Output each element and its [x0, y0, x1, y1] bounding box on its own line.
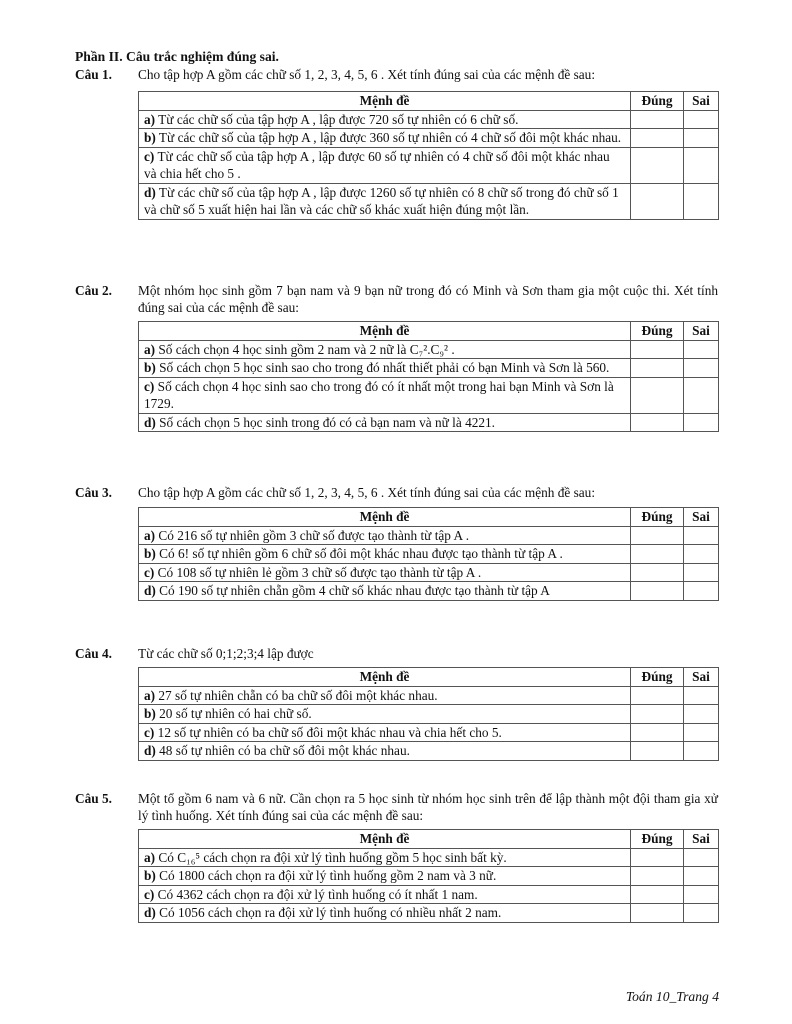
- statement-label: d): [144, 414, 156, 430]
- statement-text: Số cách chọn 4 học sinh sao cho trong đó có ít nhất một trong hai bạn Minh và Sơn là 1729.: [144, 378, 614, 411]
- statement-row: [139, 723, 719, 742]
- statement-row: [139, 582, 719, 601]
- true-cell[interactable]: [631, 848, 684, 867]
- statement-label: a): [144, 341, 156, 357]
- false-cell[interactable]: [684, 340, 719, 359]
- false-cell[interactable]: [684, 686, 719, 705]
- false-cell[interactable]: [684, 867, 719, 886]
- statement-label: d): [144, 905, 156, 920]
- page-footer: Toán 10_Trang 4: [625, 989, 719, 1004]
- question-1-head: [75, 66, 725, 83]
- statement-text: Có 4362 cách chọn ra đội xử lý tình huống có ít nhất 1 nam.: [157, 886, 478, 902]
- statement-row: [139, 377, 719, 413]
- true-cell[interactable]: [631, 742, 684, 761]
- true-cell[interactable]: [631, 377, 684, 413]
- statement-label: a): [144, 527, 156, 543]
- question-text: Cho tập hợp A gồm các chữ số 1, 2, 3, 4, 5, 6 . Xét tính đúng sai của các mệnh đề sau:: [138, 485, 596, 500]
- false-cell[interactable]: [684, 904, 719, 923]
- col-true: Đúng: [631, 830, 684, 849]
- true-cell[interactable]: [631, 129, 684, 148]
- statement-text: Từ các chữ số của tập hợp A , lập được 1260 số tự nhiên có 8 chữ số trong đó chữ số 1 và chữ số 5 xuất hiện hai lần và các chữ số khác xuất hiện đúng một lần.: [144, 184, 619, 217]
- question-text: Một nhóm học sinh gồm 7 bạn nam và 9 bạn nữ trong đó có Minh và Sơn tham gia một cuộc thi. Xét tính đúng sai của các mệnh đề sau:: [138, 283, 718, 316]
- statement-row: [139, 110, 719, 129]
- true-cell[interactable]: [631, 526, 684, 545]
- false-cell[interactable]: [684, 723, 719, 742]
- statement-label: b): [144, 360, 156, 375]
- statement-label: d): [144, 583, 156, 598]
- false-cell[interactable]: [684, 742, 719, 761]
- statement-text: Có 216 số tự nhiên gồm 3 chữ số được tạo thành từ tập A .: [158, 527, 470, 543]
- col-false: Sai: [684, 508, 719, 527]
- statement-row: [139, 742, 719, 761]
- true-cell[interactable]: [631, 147, 684, 183]
- true-cell[interactable]: [631, 705, 684, 724]
- statement-table-4: [138, 667, 719, 761]
- true-cell[interactable]: [631, 545, 684, 564]
- statement-label: c): [144, 378, 155, 394]
- statement-row: [139, 904, 719, 923]
- false-cell[interactable]: [684, 526, 719, 545]
- statement-table-3: [138, 507, 719, 601]
- false-cell[interactable]: [684, 359, 719, 378]
- false-cell[interactable]: [684, 377, 719, 413]
- col-false: Sai: [684, 92, 719, 111]
- statement-row: [139, 526, 719, 545]
- col-false: Sai: [684, 668, 719, 687]
- statement-text: 27 số tự nhiên chẵn có ba chữ số đôi một khác nhau.: [158, 687, 438, 703]
- false-cell[interactable]: [684, 129, 719, 148]
- true-cell[interactable]: [631, 885, 684, 904]
- statement-label: b): [144, 706, 156, 721]
- false-cell[interactable]: [684, 848, 719, 867]
- statement-label: c): [144, 148, 155, 164]
- question-text: Cho tập hợp A gồm các chữ số 1, 2, 3, 4, 5, 6 . Xét tính đúng sai của các mệnh đề sau:: [138, 67, 596, 82]
- statement-text: Có C₁₆⁵ cách chọn ra đội xử lý tình huống gồm 5 học sinh bất kỳ.: [158, 849, 507, 865]
- statement-row: [139, 563, 719, 582]
- statement-label: b): [144, 868, 156, 883]
- question-text: Từ các chữ số 0;1;2;3;4 lập được: [138, 646, 314, 661]
- question-2-head: [75, 282, 725, 317]
- question-label: Câu 3.: [75, 485, 112, 500]
- false-cell[interactable]: [684, 545, 719, 564]
- true-cell[interactable]: [631, 904, 684, 923]
- statement-text: Có 1056 cách chọn ra đội xử lý tình huống có nhiều nhất 2 nam.: [159, 905, 502, 920]
- statement-text: Số cách chọn 5 học sinh sao cho trong đó nhất thiết phải có bạn Minh và Sơn là 560.: [159, 360, 610, 375]
- statement-row: [139, 147, 719, 183]
- col-statement: Mệnh đề: [139, 668, 631, 687]
- col-statement: Mệnh đề: [139, 92, 631, 111]
- statement-text: Số cách chọn 5 học sinh trong đó có cả bạn nam và nữ là 4221.: [159, 414, 496, 430]
- true-cell[interactable]: [631, 413, 684, 432]
- statement-text: 12 số tự nhiên có ba chữ số đôi một khác nhau và chia hết cho 5.: [157, 724, 502, 740]
- question-label: Câu 2.: [75, 283, 112, 298]
- statement-label: b): [144, 546, 156, 561]
- col-true: Đúng: [631, 668, 684, 687]
- col-statement: Mệnh đề: [139, 830, 631, 849]
- false-cell[interactable]: [684, 582, 719, 601]
- false-cell[interactable]: [684, 413, 719, 432]
- statement-text: Có 190 số tự nhiên chẵn gồm 4 chữ số khác nhau được tạo thành từ tập A: [159, 583, 550, 598]
- statement-row: [139, 359, 719, 378]
- col-true: Đúng: [631, 322, 684, 341]
- statement-text: Từ các chữ số của tập hợp A , lập được 720 số tự nhiên có 6 chữ số.: [158, 111, 519, 127]
- col-statement: Mệnh đề: [139, 322, 631, 341]
- col-true: Đúng: [631, 508, 684, 527]
- statement-label: c): [144, 886, 155, 902]
- question-4-head: [75, 645, 725, 662]
- col-true: Đúng: [631, 92, 684, 111]
- false-cell[interactable]: [684, 563, 719, 582]
- true-cell[interactable]: [631, 867, 684, 886]
- statement-text: Có 108 số tự nhiên lẻ gồm 3 chữ số được tạo thành từ tập A .: [157, 564, 482, 580]
- statement-label: c): [144, 724, 155, 740]
- true-cell[interactable]: [631, 110, 684, 129]
- statement-row: [139, 885, 719, 904]
- statement-row: [139, 545, 719, 564]
- true-cell[interactable]: [631, 563, 684, 582]
- statement-label: a): [144, 111, 156, 127]
- statement-text: Có 6! số tự nhiên gồm 6 chữ số đôi một khác nhau được tạo thành từ tập A .: [159, 546, 563, 561]
- statement-table-2: [138, 321, 719, 432]
- statement-text: Số cách chọn 4 học sinh gồm 2 nam và 2 nữ là C₇².C₉² .: [158, 341, 455, 357]
- statement-label: a): [144, 849, 156, 865]
- false-cell[interactable]: [684, 705, 719, 724]
- statement-row: [139, 867, 719, 886]
- statement-row: [139, 183, 719, 219]
- statement-label: a): [144, 687, 156, 703]
- statement-text: Có 1800 cách chọn ra đội xử lý tình huống gồm 2 nam và 3 nữ.: [159, 868, 497, 883]
- statement-row: [139, 686, 719, 705]
- part-title: Phần II. Câu trắc nghiệm đúng sai.: [75, 49, 279, 64]
- statement-row: [139, 705, 719, 724]
- statement-row: [139, 340, 719, 359]
- statement-label: b): [144, 130, 156, 145]
- statement-text: Từ các chữ số của tập hợp A , lập được 60 số tự nhiên có 4 chữ số đôi một khác nhau và chia hết cho 5 .: [144, 148, 610, 181]
- false-cell[interactable]: [684, 885, 719, 904]
- true-cell[interactable]: [631, 183, 684, 219]
- question-label: Câu 4.: [75, 646, 112, 661]
- true-cell[interactable]: [631, 582, 684, 601]
- statement-label: c): [144, 564, 155, 580]
- true-cell[interactable]: [631, 340, 684, 359]
- statement-label: d): [144, 743, 156, 758]
- false-cell[interactable]: [684, 147, 719, 183]
- col-false: Sai: [684, 322, 719, 341]
- true-cell[interactable]: [631, 686, 684, 705]
- false-cell[interactable]: [684, 110, 719, 129]
- question-3-head: [75, 484, 725, 501]
- true-cell[interactable]: [631, 359, 684, 378]
- question-5-head: [75, 790, 725, 825]
- statement-text: 20 số tự nhiên có hai chữ số.: [159, 706, 312, 721]
- question-text: Một tổ gồm 6 nam và 6 nữ. Cần chọn ra 5 học sinh từ nhóm học sinh trên để lập thành một đội tham gia xử lý tình huống. Xét tính đúng sai của các mệnh đề sau:: [138, 791, 718, 824]
- question-label: Câu 1.: [75, 67, 112, 82]
- statement-row: [139, 848, 719, 867]
- col-false: Sai: [684, 830, 719, 849]
- false-cell[interactable]: [684, 183, 719, 219]
- statement-row: [139, 413, 719, 432]
- question-label: Câu 5.: [75, 791, 112, 806]
- col-statement: Mệnh đề: [139, 508, 631, 527]
- statement-text: 48 số tự nhiên có ba chữ số đôi một khác nhau.: [159, 743, 410, 758]
- true-cell[interactable]: [631, 723, 684, 742]
- statement-row: [139, 129, 719, 148]
- statement-label: d): [144, 184, 156, 200]
- statement-table-1: [138, 91, 719, 220]
- statement-table-5: [138, 829, 719, 923]
- statement-text: Từ các chữ số của tập hợp A , lập được 360 số tự nhiên có 4 chữ số đôi một khác nhau.: [158, 130, 622, 145]
